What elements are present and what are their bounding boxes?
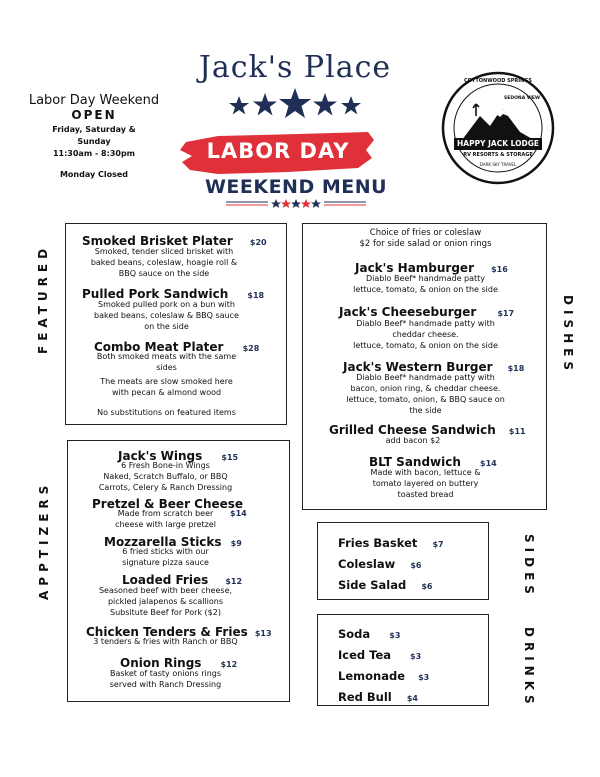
dish-item-hamburger: Jack's Hamburger $16 xyxy=(355,261,508,275)
dishes-intro: Choice of fries or coleslaw $2 for side salad or onion rings xyxy=(359,228,492,249)
dish-item-blt: BLT Sandwich $14 xyxy=(369,455,497,469)
appetizer-desc-loaded-fries: Seasoned beef with beer cheese, pickled jalapenos & scallions Subsitute Beef for Pork ($2) xyxy=(98,586,233,617)
dish-item-cheeseburger: Jack's Cheeseburger $17 xyxy=(339,305,515,319)
appetizer-price-pretzel: $14 xyxy=(230,509,247,518)
drink-item-red-bull: Red Bull $4 xyxy=(338,690,418,704)
drink-item-soda: Soda $3 xyxy=(338,627,401,641)
featured-note-smoked: The meats are slow smoked here with pecan & almond wood xyxy=(100,377,233,397)
dishes-label: DISHES xyxy=(561,295,575,375)
appetizers-label: APPTIZERS xyxy=(37,480,51,600)
notice-title: Labor Day Weekend xyxy=(28,93,160,108)
logo-top-arc: COTTONWOOD SPRINGS xyxy=(463,78,533,84)
drink-item-lemonade: Lemonade $3 xyxy=(338,669,430,683)
page-title: Jack's Place xyxy=(198,50,392,85)
dish-desc-grilled-cheese: add bacon $2 xyxy=(385,436,441,445)
appetizer-desc-wings: 6 Fresh Bone-in Wings Naked, Scratch Buffalo, or BBQ Carrots, Celery & Ranch Dressing xyxy=(98,461,233,492)
side-item-salad: Side Salad $6 xyxy=(338,578,433,592)
featured-item-brisket: Smoked Brisket Plater $20 xyxy=(82,234,267,248)
featured-item-pulled-pork: Pulled Pork Sandwich $18 xyxy=(82,287,265,301)
sides-label: SIDES xyxy=(522,534,536,599)
dish-desc-blt: Made with bacon, lettuce & tomato layered on buttery toasted bread xyxy=(370,468,481,499)
appetizer-desc-pretzel: Made from scratch beer cheese with large pretzel xyxy=(115,509,216,529)
drinks-label: DRINKS xyxy=(522,627,536,709)
featured-item-combo: Combo Meat Plater $28 xyxy=(94,340,260,354)
notice-closed: Monday Closed xyxy=(59,170,129,179)
dish-desc-cheeseburger: Diablo Beef* handmade patty with cheddar cheese. lettuce, tomato, & onion on the side xyxy=(353,319,498,350)
logo-bottom: DARK SKY TRAVEL xyxy=(479,162,517,167)
dish-desc-hamburger: Diablo Beef* handmade patty lettuce, tomato, & onion on the side xyxy=(353,274,498,294)
dishes-section xyxy=(302,223,547,510)
featured-label: FEATURED xyxy=(36,243,50,354)
notice-open: OPEN xyxy=(71,108,117,122)
appetizers-section xyxy=(67,440,290,702)
featured-section xyxy=(65,223,287,425)
appetizer-item-onion-rings: Onion Rings $12 xyxy=(120,656,238,670)
lodge-logo xyxy=(440,70,556,190)
drinks-section xyxy=(317,614,489,706)
dish-desc-western-burger: Diablo Beef* handmade patty with bacon, onion ring, & cheddar cheese. lettuce, tomato, onion, & BBQ sauce on the side xyxy=(346,373,505,415)
appetizer-desc-onion-rings: Basket of tasty onions rings served with Ranch Dressing xyxy=(109,669,222,689)
stars-icon xyxy=(225,88,365,122)
featured-desc-combo: Both smoked meats with the same sides xyxy=(96,352,237,372)
appetizer-item-wings: Jack's Wings $15 xyxy=(118,449,239,463)
featured-desc-pulled-pork: Smoked pulled pork on a bun with baked beans, coleslaw & BBQ sauce on the side xyxy=(94,300,239,331)
side-item-coleslaw: Coleslaw $6 xyxy=(338,557,422,571)
logo-name: HAPPY JACK LODGE xyxy=(456,139,540,148)
lodge-logo-emblem xyxy=(440,70,556,190)
logo-sub: SEDONA VIEW xyxy=(504,96,540,101)
dish-item-grilled-cheese: Grilled Cheese Sandwich $11 xyxy=(329,423,526,437)
appetizer-item-loaded-fries: Loaded Fries $12 xyxy=(122,573,243,587)
divider-stars xyxy=(226,198,366,210)
opening-notice xyxy=(14,93,174,179)
banner-title: LABOR DAY xyxy=(206,139,350,163)
appetizer-desc-mozzarella: 6 fried sticks with our signature pizza sauce xyxy=(122,547,209,567)
dish-item-western-burger: Jack's Western Burger $18 xyxy=(343,360,525,374)
appetizer-desc-chicken-tenders: 3 tenders & fries with Ranch or BBQ xyxy=(93,637,238,646)
sides-section xyxy=(317,522,489,600)
appetizer-item-mozzarella: Mozzarella Sticks $9 xyxy=(104,535,242,549)
side-item-fries: Fries Basket $7 xyxy=(338,536,444,550)
logo-tagline: RV RESORTS & STORAGE xyxy=(463,152,533,158)
notice-days: Friday, Saturday & Sunday 11:30am - 8:30pm xyxy=(52,125,136,158)
drink-item-iced-tea: Iced Tea $3 xyxy=(338,648,422,662)
appetizer-item-chicken-tenders: Chicken Tenders & Fries $13 xyxy=(86,625,272,639)
featured-note-substitutions: No substitutions on featured items xyxy=(97,408,236,417)
featured-desc-brisket: Smoked, tender sliced brisket with baked beans, coleslaw, hoagie roll & BBQ sauce on the side xyxy=(90,247,238,278)
appetizer-item-pretzel: Pretzel & Beer Cheese xyxy=(92,497,244,511)
banner-subtitle: WEEKEND MENU xyxy=(204,176,388,198)
